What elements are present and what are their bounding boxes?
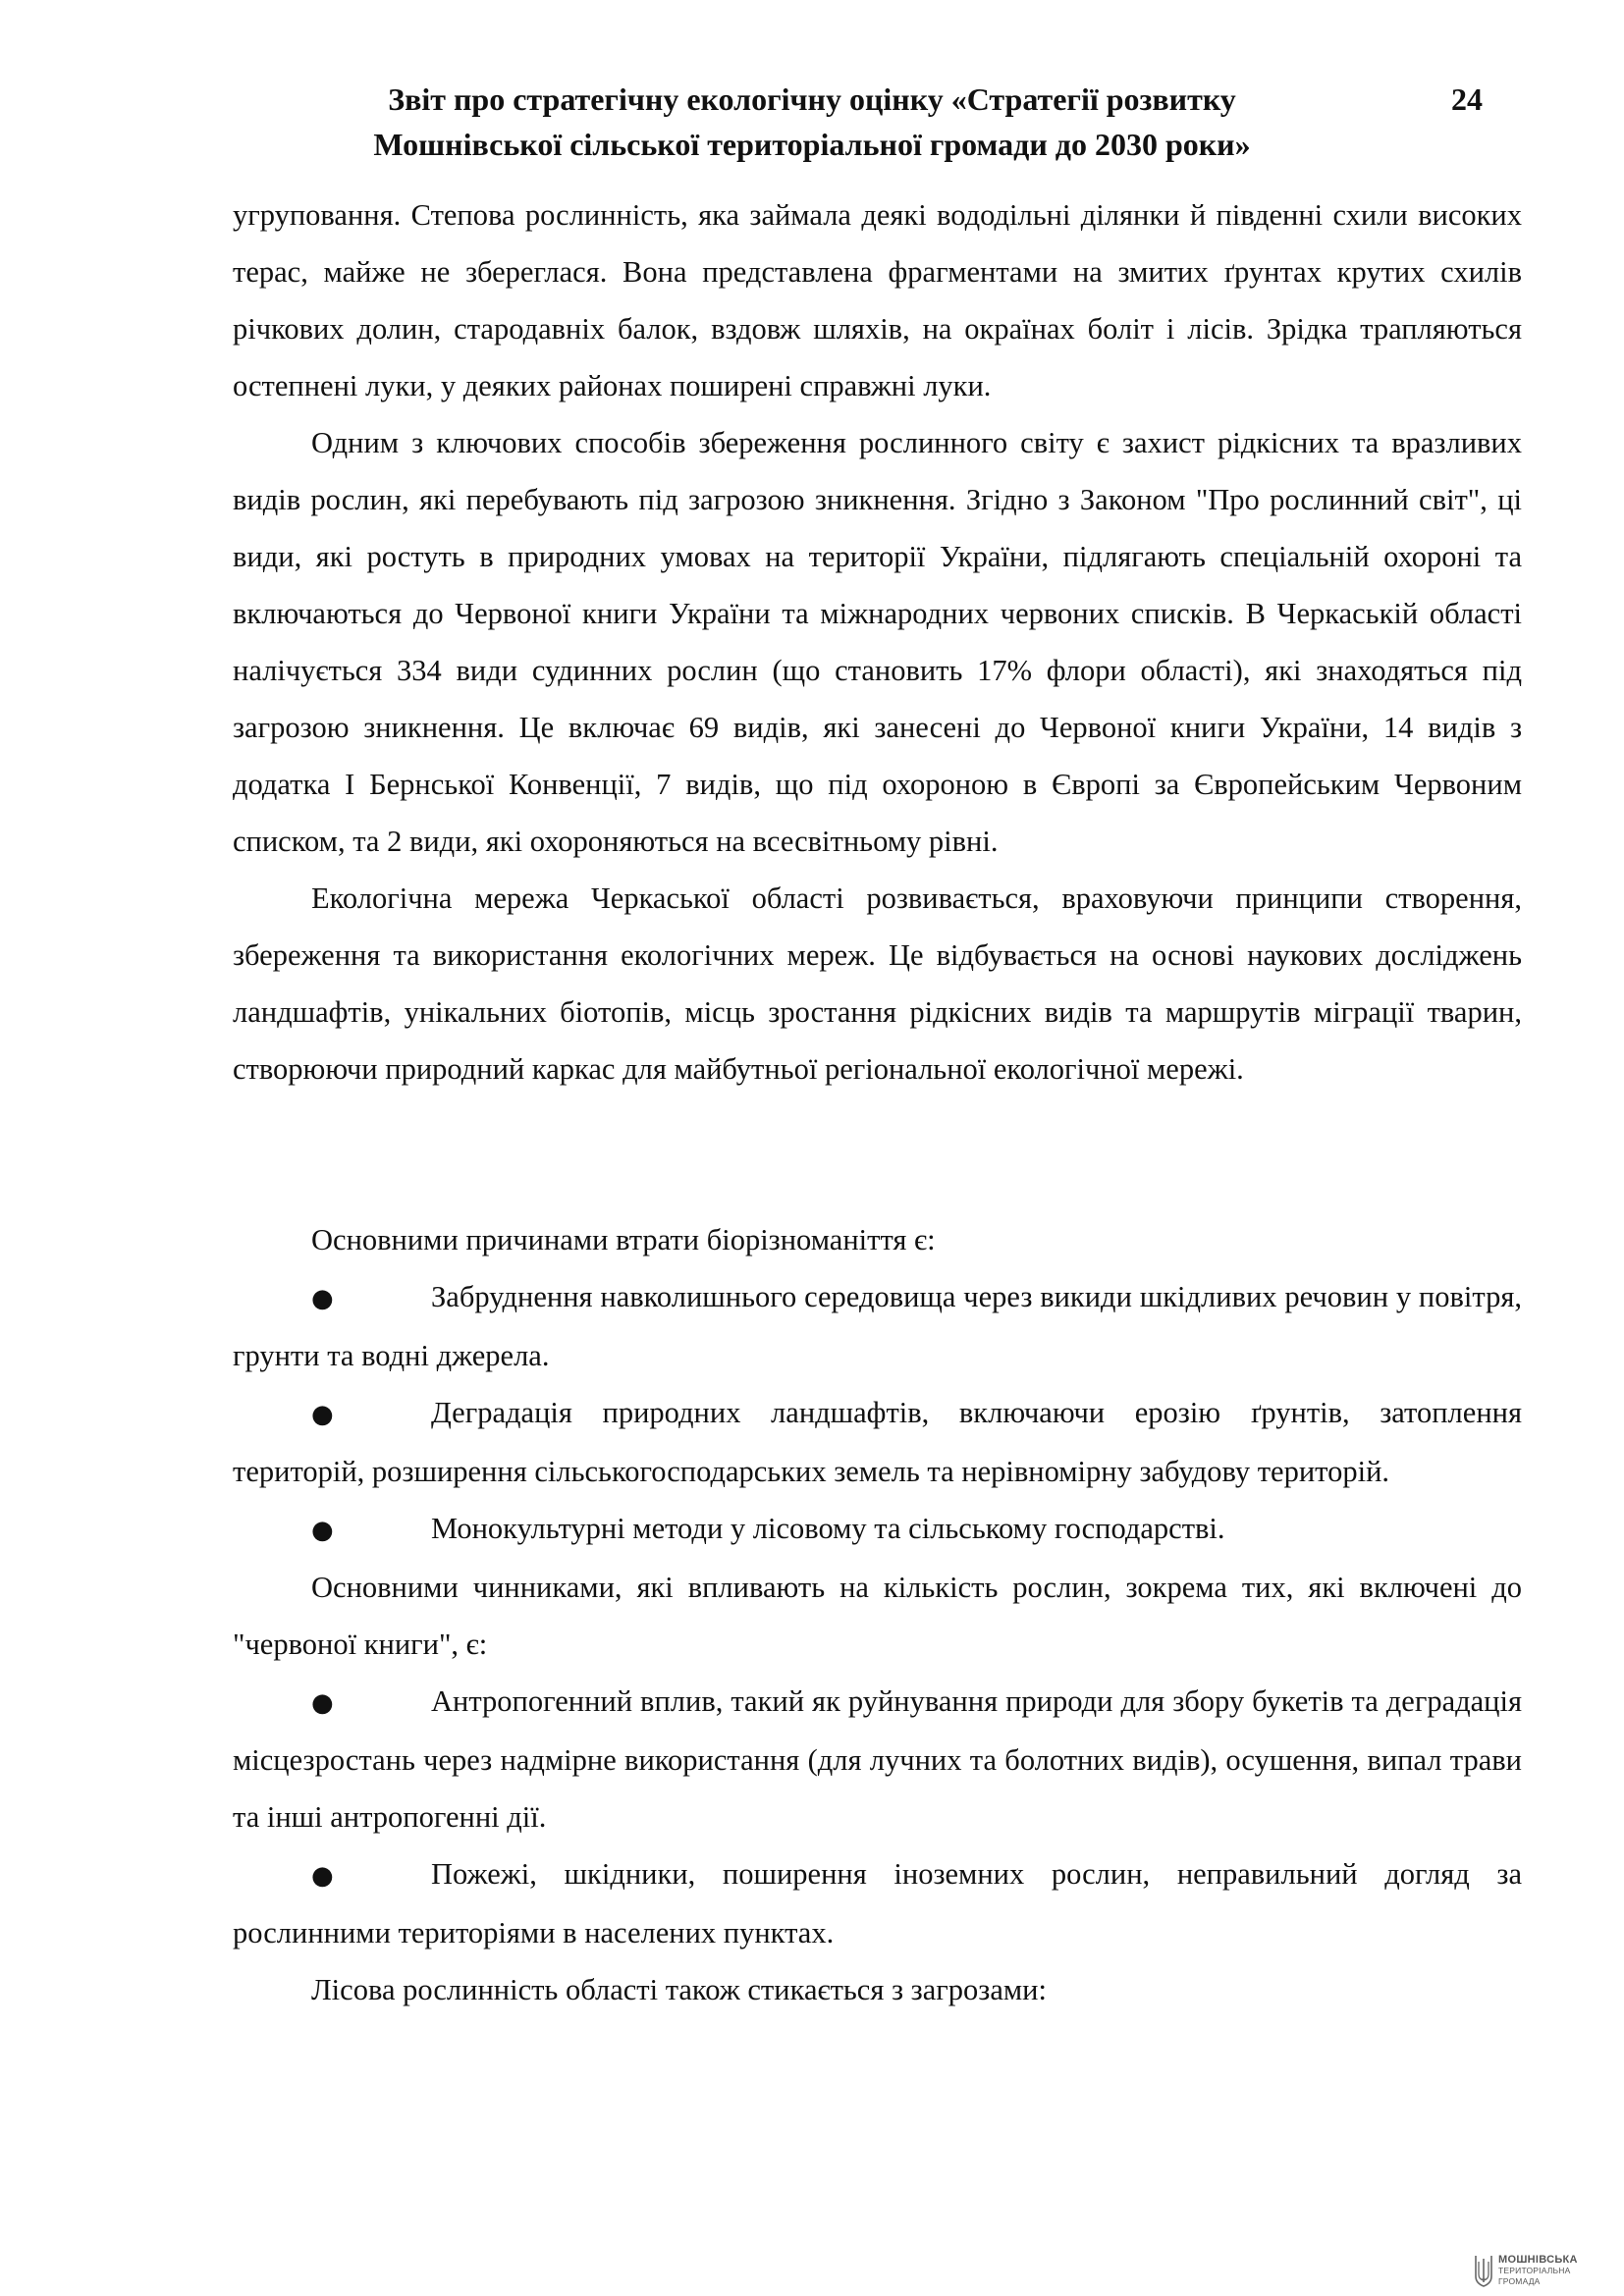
list-item <box>233 1500 1522 1559</box>
logo-text <box>1498 2255 1578 2287</box>
document-body <box>233 187 1522 2018</box>
list-item <box>233 1384 1522 1500</box>
list-item-text: Деградація природних ландшафтів, включаючи ерозію ґрунтів, затоплення територій, розширення сільськогосподарських земель та нерівномірну забудову територій. <box>233 1396 1522 1488</box>
bullet-icon: ● <box>311 1400 334 1429</box>
logo-line-2: ТЕРИТОРІАЛЬНА <box>1498 2266 1571 2275</box>
paragraph-factors-intro: Основними чинниками, які впливають на кількість рослин, зокрема тих, які включені до "червоної книги", є: <box>233 1571 1522 1661</box>
paragraph-rare-species: Одним з ключових способів збереження рослинного світу є захист рідкісних та вразливих видів рослин, які перебувають під загрозою зникнення. Згідно з Законом "Про рослинний світ", ці види, які ростуть в природних умовах на території України, підлягають спеціальній охороні та включаються до Червоної книги України та міжнародних червоних списків. В Черкаській області налічується 334 види судинних рослин (що становить 17% флори області), які знаходяться під загрозою зникнення. Це включає 69 видів, які занесені до Червоної книги України, 14 видів з додатка I Бернської Конвенції, 7 видів, що під охороною в Європі за Європейським Червоним списком, та 2 види, які охороняються на всесвітньому рівні. <box>233 426 1522 858</box>
page-header <box>0 77 1624 167</box>
list-item-text: Монокультурні методи у лісовому та сільському господарстві. <box>431 1512 1225 1545</box>
paragraph-continuation: угруповання. Степова рослинність, яка займала деякі вододільні ділянки й південні схили високих терас, майже не збереглася. Вона представлена фрагментами на змитих ґрунтах крутих схилів річкових долин, стародавніх балок, вздовж шляхів, на окраїнах боліт і лісів. Зрідка трапляються остепнені луки, у деяких районах поширені справжні луки. <box>233 198 1522 402</box>
community-logo <box>1473 2253 1620 2292</box>
list-item <box>233 1673 1522 1845</box>
logo-line-3: ГРОМАДА <box>1498 2276 1541 2286</box>
list-item-text: Антропогенний вплив, такий як руйнування природи для збору букетів та деградація місцезростань через надмірне використання (для лучних та болотних видів), осушення, випал трави та інші антропогенні дії. <box>233 1684 1522 1834</box>
header-title-line-2: Мошнівської сільської територіальної громади до 2030 роки» <box>373 127 1251 162</box>
bullet-icon: ● <box>311 1516 334 1545</box>
bullet-icon: ● <box>311 1861 334 1891</box>
paragraph-causes-intro: Основними причинами втрати біорізноманіття є: <box>311 1223 936 1256</box>
paragraph-forest-threats: Лісова рослинність області також стикається з загрозами: <box>311 1973 1047 2006</box>
list-item-text: Пожежі, шкідники, поширення іноземних рослин, неправильний догляд за рослинними територіями в населених пунктах. <box>233 1857 1522 1949</box>
page-number: 24 <box>1451 81 1483 117</box>
paragraph-eco-network: Екологічна мережа Черкаської області розвивається, враховуючи принципи створення, збереження та використання екологічних мереж. Це відбувається на основі наукових досліджень ландшафтів, унікальних біотопів, місць зростання рідкісних видів та маршрутів міграції тварин, створюючи природний каркас для майбутньої регіональної екологічної мережі. <box>233 881 1522 1086</box>
trident-icon <box>1473 2253 1494 2288</box>
bullet-icon: ● <box>311 1688 334 1718</box>
bullet-icon: ● <box>311 1284 334 1313</box>
list-item-text: Забруднення навколишнього середовища через викиди шкідливих речовин у повітря, грунти та водні джерела. <box>233 1280 1522 1372</box>
list-item <box>233 1845 1522 1961</box>
list-item <box>233 1268 1522 1384</box>
logo-line-1: МОШНІВСЬКА <box>1498 2254 1578 2266</box>
header-title-line-1: Звіт про стратегічну екологічну оцінку «Стратегії розвитку <box>388 81 1236 117</box>
